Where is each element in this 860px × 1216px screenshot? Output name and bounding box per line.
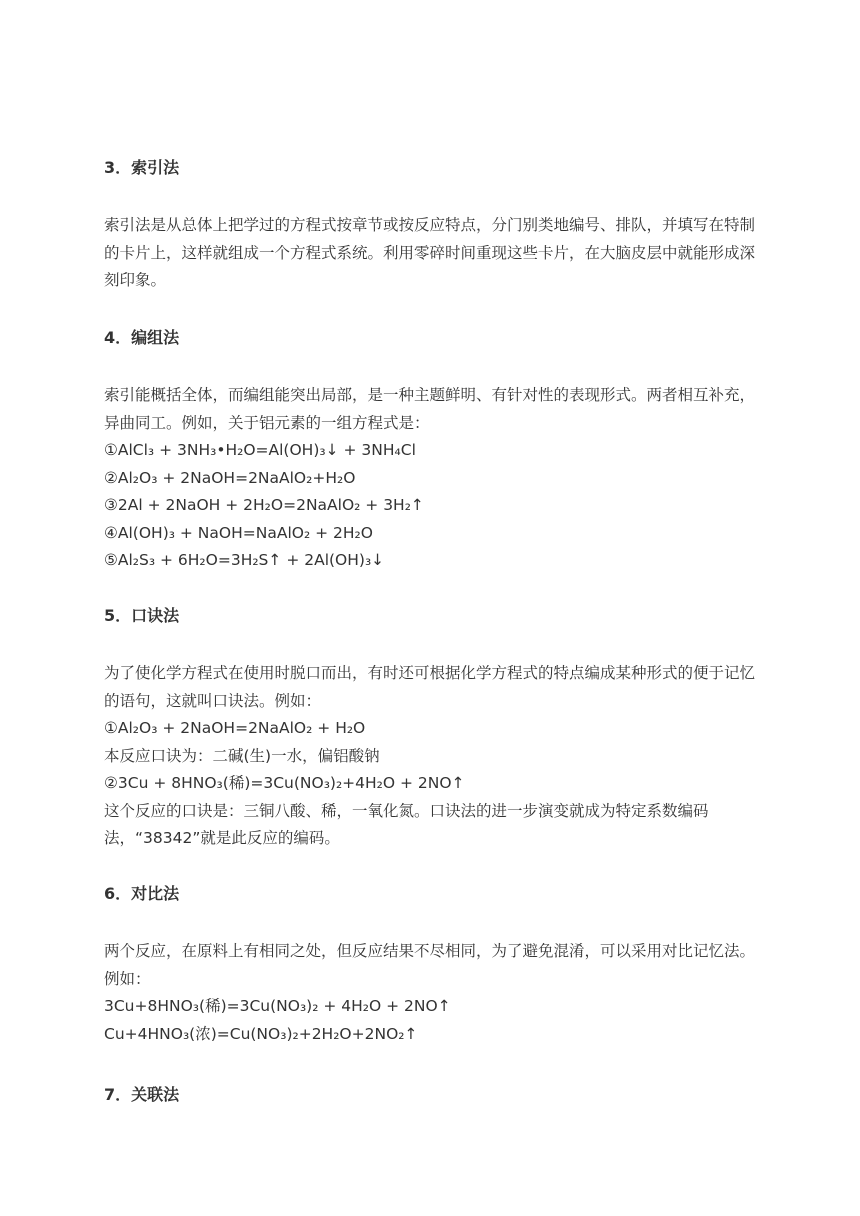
paragraph-index-method (104, 212, 756, 295)
heading-index-method: 3．索引法 (104, 158, 180, 177)
equation-line: ③2Al + 2NaOH + 2H₂O=2NaAlO₂ + 3H₂↑ (104, 496, 424, 514)
paragraph-rhyme-method (104, 660, 756, 853)
paragraph-comparison-method (104, 938, 756, 1048)
paragraph-text: 两个反应，在原料上有相同之处，但反应结果不尽相同，为了避免混淆，可以采用对比记忆法。例如： (104, 942, 756, 988)
equation-line: ①Al₂O₃ + 2NaOH=2NaAlO₂ + H₂O (104, 719, 366, 737)
equation-line: ②3Cu + 8HNO₃(稀)=3Cu(NO₃)₂+4H₂O + 2NO↑ (104, 774, 465, 792)
paragraph-grouping-method (104, 382, 756, 575)
equation-line: Cu+4HNO₃(浓)=Cu(NO₃)₂+2H₂O+2NO₂↑ (104, 1024, 418, 1043)
paragraph-text: 索引能概括全体，而编组能突出局部，是一种主题鲜明、有针对性的表现形式。两者相互补充，异曲同工。例如，关于铝元素的一组方程式是： (104, 386, 756, 432)
equation-line: ⑤Al₂S₃ + 6H₂O=3H₂S↑ + 2Al(OH)₃↓ (104, 551, 385, 569)
equation-line: ②Al₂O₃ + 2NaOH=2NaAlO₂+H₂O (104, 468, 356, 487)
paragraph-text: 索引法是从总体上把学过的方程式按章节或按反应特点，分门别类地编号、排队，并填写在特制的卡片上，这样就组成一个方程式系统。利用零碎时间重现这些卡片，在大脑皮层中就能形成深刻印象。 (104, 216, 756, 289)
heading-grouping-method: 4．编组法 (104, 328, 180, 347)
rhyme-line: 这个反应的口诀是：三铜八酸、稀，一氧化氮。口诀法的进一步演变就成为特定系数编码法，“38342”就是此反应的编码。 (104, 801, 709, 847)
equation-line: 3Cu+8HNO₃(稀)=3Cu(NO₃)₂ + 4H₂O + 2NO↑ (104, 997, 451, 1015)
equation-line: ①AlCl₃ + 3NH₃•H₂O=Al(OH)₃↓ + 3NH₄Cl (104, 441, 416, 459)
equation-line: ④Al(OH)₃ + NaOH=NaAlO₂ + 2H₂O (104, 523, 373, 542)
heading-association-method: 7．关联法 (104, 1085, 180, 1104)
paragraph-text: 为了使化学方程式在使用时脱口而出，有时还可根据化学方程式的特点编成某种形式的便于记忆的语句，这就叫口诀法。例如： (104, 664, 756, 710)
heading-rhyme-method: 5．口诀法 (104, 606, 180, 625)
heading-comparison-method: 6．对比法 (104, 884, 180, 903)
rhyme-line: 本反应口诀为：二碱(生)一水，偏铝酸钠 (104, 746, 380, 765)
